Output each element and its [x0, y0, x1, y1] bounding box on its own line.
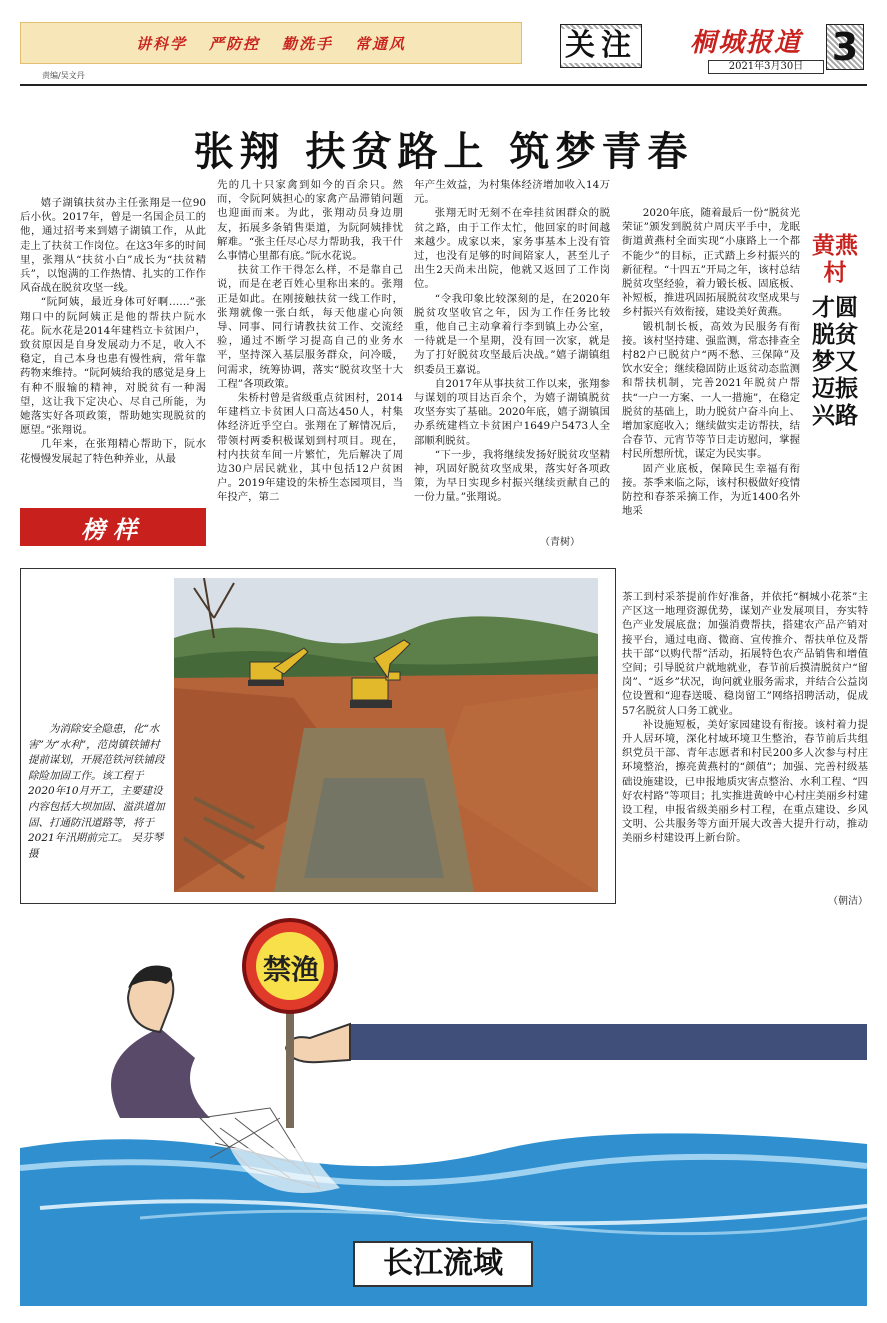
- article1-byline: （青树）: [540, 537, 580, 548]
- slogan: 严防控: [208, 34, 260, 53]
- newspaper-name: 桐城报道: [690, 28, 803, 58]
- masthead-rule: [20, 84, 867, 86]
- paragraph: “阮阿姨，最近身体可好啊……”张翔口中的阮阿姨正是他的帮扶户阮水花。阮水花是2014年建档立卡贫困户，致贫原因是自身发展动力不足，收入不稳定，自己本身也患有慢性病，常年靠药物来维持。“阮阿姨给我的感觉是身上有种不服输的精神，对脱贫有一种渴望，这让我下定决心、尽自己所能，为她落实好各项政策，帮助她实现脱贫的愿望。”张翔说。: [20, 296, 206, 437]
- paragraph: 茶工到村采茶提前作好准备，并依托“桐城小花茶”主产区这一地理资源优势，谋划产业发展项目，夯实特色产业发展底盘；加强消费帮扶，搭建农产品产销对接平台，通过电商、微商、宣传推介、帮扶单位及帮扶干部“以购代帮”活动，拓展特色农产品销售和增值空间；引导脱贫户就地就业，春节前后摸清脱贫户“留岗”、“返乡”状况，询问就业服务需求，并结合公益岗位设置和“迎春送暖、稳岗留工”网络招聘活动，促成57名脱贫人口务工就业。: [622, 591, 868, 717]
- headline: 张翔 扶贫路上 筑梦青春: [193, 128, 694, 175]
- slogan: 勤洗手: [282, 34, 334, 53]
- paragraph: 锻机制长板，高效为民服务有衔接。该村坚持建、强监测，常态排查全村82户已脱贫户“两不愁、三保障”及饮水安全；继续稳固防止返贫动态监测和帮扶机制，完善2021年脱贫户帮扶“一户一方案、一人一措施”，在稳定脱贫的基础上，助力脱贫户奋斗向上、增加家庭收入；继续做实走访帮扶，结合春节、元宵节等节日走访慰问，掌握村民所想所忧，谋定为民实事。: [622, 320, 800, 461]
- paragraph: 先的几十只家禽到如今的百余只。然而，令阮阿姨担心的家禽产品滞销问题也迎面而来。为此，张翔动员身边朋友，拓展多条销售渠道，为阮阿姨排忧解难。“张主任尽心尽力帮助我，我干什么事情心里都有底。”阮水花说。: [217, 179, 403, 263]
- paragraph: 2020年底，随着最后一份“脱贫光荣证”颁发到脱贫户周庆平手中，龙眠街道黄燕村全面实现“小康路上一个都不能少”的目标，正式踏上乡村振兴的新征程。“十四五”开局之年，该村总结脱贫攻坚经验，着力锻长板、固底板、补短板，推进巩固拓展脱贫攻坚成果与乡村振兴有效衔接，建设美好黄燕。: [622, 207, 800, 319]
- photo-caption: [28, 722, 166, 862]
- construction-photo-image: [174, 578, 598, 892]
- article2-column-wide: [622, 590, 868, 846]
- paragraph: 年产生效益，为村集体经济增加收入14万元。: [414, 179, 610, 206]
- paragraph: 扶贫工作干得怎么样，不是靠自己说，而是在老百姓心里称出来的。张翔正是如此。在刚接触扶贫一线工作时，张翔就像一张白纸，每天他虚心向领导、同事、同行请教扶贫工作、交流经验，通过不断学习提高自己的业务水平，坚持深入基层服务群众，问冷暖，问需求，统筹协调，落实“脱贫攻坚十大工程”各项政策。: [217, 264, 403, 390]
- section-title: 关注: [561, 29, 641, 63]
- paragraph: “令我印象比较深刻的是，在2020年脱贫攻坚收官之年，因为工作任务比较重，他自己主动拿着行李到镇上办公室，一待就是一个星期，没有回一次家，就是为了打好脱贫攻坚最后决战。”嬉子湖镇组织委员王嘉说。: [414, 292, 610, 376]
- paragraph: 自2017年从事扶贫工作以来，张翔参与谋划的项目达百余个，为嬉子湖镇脱贫攻坚夯实了基础。2020年底，嬉子湖镇国办系统建档立卡贫困户1649户5473人全部顺利脱贫。: [414, 377, 610, 447]
- paragraph: 朱桥村曾是省级重点贫困村，2014年建档立卡贫困人口高达450人，村集体经济近乎空白。张翔在了解情况后，带领村两委积极谋划到村项目。现在，村内扶贫车间一片繁忙，先后解决了周边30户居民就业，其中包括12户贫困户。2019年建设的朱桥生态园项目，当年投产，第二: [217, 392, 403, 504]
- photo-credit: 吴芬琴 摄: [28, 832, 164, 860]
- paragraph: 几年来，在张翔精心帮助下，阮水花慢慢发展起了特色种养业，从最: [20, 438, 206, 465]
- slogan: 讲科学: [135, 34, 187, 53]
- article2-vertical-title: [812, 232, 858, 429]
- paragraph: 补设施短板，美好家园建设有衔接。该村着力提升人居环境，深化村域环境卫生整治，春节前后共组织党员干部、青年志愿者和村民200多人次参与村庄环境整治，擦亮黄燕村的“颜值”；加强、完善村级基础设施建设，已申报地质灾害点整治、水利工程、“四好农村路”等项目；扎实推进黄岭中心村庄美丽乡村建设工程，申报省级美丽乡村工程，在重点建设、乡风文明、公共服务等方面开展大改善大提升行动，推动美丽乡村建设再上新台阶。: [622, 718, 868, 845]
- construction-photo: [174, 578, 598, 892]
- no-fishing-sign-text: 禁渔: [262, 953, 319, 986]
- slogan-banner: [20, 22, 522, 64]
- editor-credit: 责编/吴文丹: [42, 71, 85, 80]
- paragraph: “下一步，我将继续发扬好脱贫攻坚精神，巩固好脱贫攻坚成果，落实好各项政策，为早日实现乡村振兴继续贡献自己的一份力量。”张翔说。: [414, 448, 610, 504]
- page-number: 3: [826, 24, 864, 70]
- yangtze-fishing-ban-cartoon: [20, 918, 867, 1306]
- caption-text: 为消除安全隐患，化“水害”为“水利”，范岗镇铁铺村提前谋划，开展范铁河铁铺段除险加固工作。该工程于2020年10月开工，主要建设内容包括大坝加固、溢洪道加固、打通防汛道路等，将于2021年汛期前完工。: [28, 723, 165, 845]
- article2-title-line1: 黄燕村: [812, 232, 858, 286]
- paragraph: 张翔无时无刻不在牵挂贫困群众的脱贫之路，由于工作太忙，他回家的时间越来越少。成家以来，家务事基本上没有管过，也没有足够的时间陪家人，甚至儿子出生2天尚未出院，他就又返回了工作岗位。: [414, 207, 610, 291]
- slogan: 常通风: [355, 34, 407, 53]
- article1-column-2: [217, 178, 403, 505]
- article2-title-line2: 才圆脱贫梦又迈振兴路: [812, 294, 858, 429]
- section-label: [560, 24, 642, 68]
- article2-byline: （朝洁）: [828, 896, 868, 907]
- paragraph: 嬉子湖镇扶贫办主任张翔是一位90后小伙。2017年，曾是一名国企员工的他，通过招考来到嬉子湖镇工作，从此走上了扶贫工作岗位。在这3年多的时间里，张翔从“扶贫小白”成长为“扶贫精兵”，以饱满的工作热情、扎实的工作作风奋战在脱贫攻坚一线。: [20, 197, 206, 295]
- yangtze-basin-label: 长江流域: [383, 1246, 503, 1281]
- issue-date: 2021年3月30日: [708, 60, 824, 74]
- role-model-label: 榜样: [81, 514, 145, 544]
- article1-column-3: [414, 178, 610, 505]
- paragraph: 固产业底板，保障民生幸福有衔接。茶季来临之际，该村积极做好疫情防控和春茶采摘工作，为近1400名外地采: [622, 462, 800, 518]
- article1-column-1: [20, 196, 206, 466]
- role-model-tag: [20, 508, 206, 546]
- article2-column-narrow: [622, 206, 800, 518]
